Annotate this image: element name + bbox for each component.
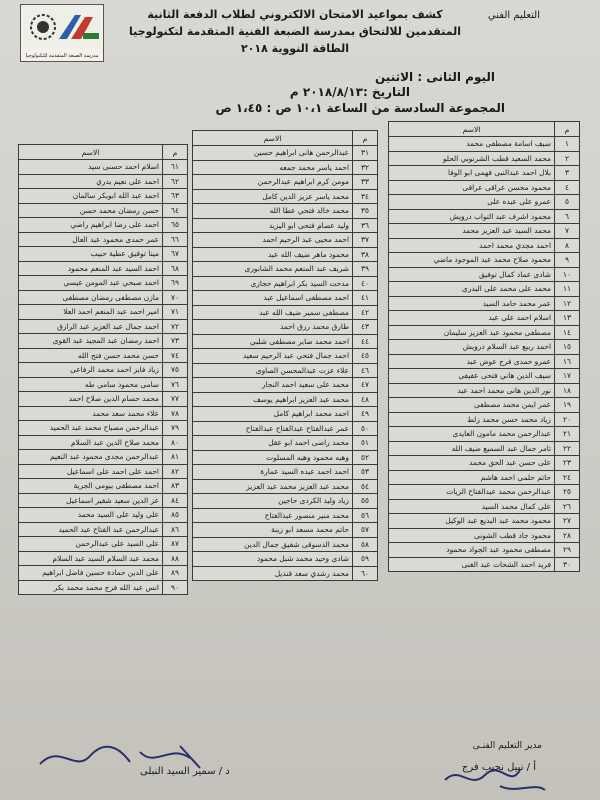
student-name: شادى وحيد محمد شبل محمود xyxy=(193,552,353,567)
student-name: على كمال محمد السيد xyxy=(389,499,555,514)
table-row xyxy=(389,514,580,529)
student-name: محمد خالد فتحي عطا الله xyxy=(193,204,353,219)
table-row xyxy=(389,209,580,224)
student-name: على وليد على السيد محمد xyxy=(19,508,163,523)
row-number: ٧ xyxy=(555,224,580,239)
header-name: الاسم xyxy=(193,131,353,146)
student-name: مدحت السيد بكر ابراهيم حجازى xyxy=(193,276,353,291)
title-line-3: الطاقة النووية ٢٠١٨ xyxy=(240,42,350,55)
row-number: ٢٦ xyxy=(555,499,580,514)
student-name: محمد عبد العزيز ابراهيم يوسف xyxy=(193,392,353,407)
row-number: ٦٤ xyxy=(163,203,188,218)
student-name: على الدين حمادة حسين فاضل ابراهيم xyxy=(19,566,163,581)
row-number: ٣٣ xyxy=(353,175,378,190)
row-number: ٧٩ xyxy=(163,421,188,436)
row-number: ١٣ xyxy=(555,311,580,326)
header-num: م xyxy=(353,131,378,146)
student-name: احمد مصطفى بيومى الجرية xyxy=(19,479,163,494)
student-name: حاتم محمد مسعد ابو زينة xyxy=(193,523,353,538)
table-row xyxy=(389,499,580,514)
row-number: ٤ xyxy=(555,180,580,195)
table-row xyxy=(193,378,378,393)
table-row xyxy=(19,160,188,175)
roster-table-2 xyxy=(192,130,378,581)
student-name: عبدالرحمن مجدى محمود عبد النعيم xyxy=(19,450,163,465)
student-name: محمد رشدي سعد قنديل xyxy=(193,566,353,581)
student-name: محمد على محمد على البدرى xyxy=(389,282,555,297)
student-name: اسلام احمد حسنى سيد xyxy=(19,160,163,175)
student-name: علاء محمد سعد محمد xyxy=(19,406,163,421)
student-name: سيف اسامة مصطفى محمد xyxy=(389,137,555,152)
row-number: ٩٠ xyxy=(163,580,188,595)
table-row xyxy=(193,233,378,248)
header-name: الاسم xyxy=(19,145,163,160)
table-row xyxy=(389,528,580,543)
student-name: احمد على نعيم بدري xyxy=(19,174,163,189)
table-row xyxy=(389,354,580,369)
table-row xyxy=(193,247,378,262)
row-number: ٥٦ xyxy=(353,508,378,523)
table-row xyxy=(389,427,580,442)
row-number: ٥٠ xyxy=(353,421,378,436)
table-row xyxy=(19,218,188,233)
student-name: محمد السيد عبد العزيز محمد xyxy=(389,224,555,239)
row-number: ٧٨ xyxy=(163,406,188,421)
row-number: ١٧ xyxy=(555,369,580,384)
table-row xyxy=(389,543,580,558)
student-name: فريد احمد الشحات عبد الغنى xyxy=(389,557,555,572)
row-number: ٨٩ xyxy=(163,566,188,581)
table-row xyxy=(19,348,188,363)
row-number: ٢١ xyxy=(555,427,580,442)
table-row xyxy=(389,383,580,398)
student-name: طارق محمد رزق احمد xyxy=(193,320,353,335)
student-name: محمود اشرف عبد التواب درويش xyxy=(389,209,555,224)
signature-scribble-left xyxy=(30,738,210,778)
student-name: احمد رمضان عبد المجيد عبد القوى xyxy=(19,334,163,349)
table-row xyxy=(193,160,378,175)
table-row xyxy=(389,557,580,572)
table-row xyxy=(193,305,378,320)
row-number: ٦٧ xyxy=(163,247,188,262)
table-row xyxy=(19,247,188,262)
student-name: مازن مصطفى رمضان مصطفى xyxy=(19,290,163,305)
table-row xyxy=(193,421,378,436)
student-name: عمر حمدى محمود عبد العال xyxy=(19,232,163,247)
row-number: ٢٠ xyxy=(555,412,580,427)
student-name: مينا توفيق عطية حبيب xyxy=(19,247,163,262)
student-name: عبدالرحمن عبد الفتاح عبد الحميد xyxy=(19,522,163,537)
row-number: ٣٦ xyxy=(353,218,378,233)
row-number: ٨٣ xyxy=(163,479,188,494)
table-row xyxy=(193,349,378,364)
student-name: عز الدين سعيد شقير اسماعيل xyxy=(19,493,163,508)
student-name: محمود جاد قطب الشونى xyxy=(389,528,555,543)
student-name: زياد وليد الكردى حاجين xyxy=(193,494,353,509)
row-number: ٤٥ xyxy=(353,349,378,364)
row-number: ١٤ xyxy=(555,325,580,340)
row-number: ١٩ xyxy=(555,398,580,413)
row-number: ٦ xyxy=(555,209,580,224)
student-name: زياد فايز احمد محمد الرفاعى xyxy=(19,363,163,378)
student-name: احمد احمد عبده السيد عمارة xyxy=(193,465,353,480)
table-row xyxy=(389,180,580,195)
table-row xyxy=(193,320,378,335)
table-row xyxy=(193,392,378,407)
student-name: احمد السيد عبد المنعم محمود xyxy=(19,261,163,276)
table-row xyxy=(19,334,188,349)
title-line-1: كشف بمواعيد الامتحان الالكتروني لطلاب الدفعة الثانية xyxy=(147,8,443,21)
table-row xyxy=(389,195,580,210)
student-name: احمد عبد الله ابوبكر سالمان xyxy=(19,189,163,204)
student-name: علاء عزت عبدالمحسن الصاوى xyxy=(193,363,353,378)
exam-group: المجموعة السادسة من الساعة ١٠،١ ص : ١،٤٥ ص xyxy=(215,101,505,115)
student-name: سيف الدين هاني فتحى عفيفى xyxy=(389,369,555,384)
row-number: ٣٩ xyxy=(353,262,378,277)
table-row xyxy=(193,218,378,233)
student-name: احمد محمد صابر مصطفى شلبي xyxy=(193,334,353,349)
header-num: م xyxy=(555,122,580,137)
student-name: احمد مجدي محمد احمد xyxy=(389,238,555,253)
document-title xyxy=(110,6,480,57)
student-name: محمد ياسر عزيز الدين كامل xyxy=(193,189,353,204)
row-number: ٣٢ xyxy=(353,160,378,175)
student-name: زياد محمد حسن محمد زلط xyxy=(389,412,555,427)
table-row xyxy=(193,262,378,277)
table-row xyxy=(19,464,188,479)
student-name: احمد مصطفى اسماعيل عبد xyxy=(193,291,353,306)
student-name: محمد على سعيد احمد النجار xyxy=(193,378,353,393)
row-number: ٣٥ xyxy=(353,204,378,219)
row-number: ٤٠ xyxy=(353,276,378,291)
school-logo xyxy=(20,4,104,62)
student-name: مصطفى محمود عبد الجواد محمود xyxy=(389,543,555,558)
student-name: وليد عصام فتحى ابو اليزيد xyxy=(193,218,353,233)
row-number: ٢٩ xyxy=(555,543,580,558)
table-row xyxy=(19,189,188,204)
student-name: محمود محسن عراقى عراقى xyxy=(389,180,555,195)
student-name: احمد محمد ابراهيم كامل xyxy=(193,407,353,422)
student-name: محمد منير منصور عبدالفتاح xyxy=(193,508,353,523)
table-row xyxy=(193,146,378,161)
student-name: محمد عبد العزيز محمد عبد العزيز xyxy=(193,479,353,494)
student-name: امير احمد عبد المنعم احمد العلا xyxy=(19,305,163,320)
row-number: ٢٢ xyxy=(555,441,580,456)
table-row xyxy=(19,522,188,537)
table-row xyxy=(389,137,580,152)
table-row xyxy=(389,398,580,413)
row-number: ١٥ xyxy=(555,340,580,355)
row-number: ٦٣ xyxy=(163,189,188,204)
row-number: ٤٨ xyxy=(353,392,378,407)
row-number: ٨١ xyxy=(163,450,188,465)
row-number: ٨٦ xyxy=(163,522,188,537)
student-name: احمد ياسر محمد جمعه xyxy=(193,160,353,175)
table-row xyxy=(389,412,580,427)
student-name: محمد صلاح الدين عبد السلام xyxy=(19,435,163,450)
student-name: عمرو حمدى فرج عوض عبد xyxy=(389,354,555,369)
row-number: ٢٤ xyxy=(555,470,580,485)
table-row xyxy=(19,319,188,334)
table-row xyxy=(389,325,580,340)
table-row xyxy=(19,276,188,291)
row-number: ٦٢ xyxy=(163,174,188,189)
row-number: ٥٢ xyxy=(353,450,378,465)
row-number: ٥٧ xyxy=(353,523,378,538)
row-number: ٥١ xyxy=(353,436,378,451)
student-name: محمود صلاح محمد عبد الموجود ماضي xyxy=(389,253,555,268)
row-number: ٤٦ xyxy=(353,363,378,378)
table-row xyxy=(389,151,580,166)
table-row xyxy=(389,224,580,239)
student-name: عبدالرحمن محمد مامون العايدى xyxy=(389,427,555,442)
row-number: ٨٠ xyxy=(163,435,188,450)
row-number: ٥٥ xyxy=(353,494,378,509)
table-row xyxy=(19,537,188,552)
row-number: ٧٠ xyxy=(163,290,188,305)
row-number: ١٨ xyxy=(555,383,580,398)
row-number: ٤٢ xyxy=(353,305,378,320)
student-name: عمرو على عبده على xyxy=(389,195,555,210)
exam-day: اليوم الثانى : الاثنين xyxy=(375,70,495,84)
student-name: احمد على احمد على اسماعيل xyxy=(19,464,163,479)
table-row xyxy=(19,493,188,508)
student-name: وهبه محمود وهبه المسلوت xyxy=(193,450,353,465)
table-row xyxy=(389,441,580,456)
student-name: مصطفى محمود عبد العزيز سليمان xyxy=(389,325,555,340)
row-number: ٨٥ xyxy=(163,508,188,523)
exam-date: التاريخ :٢٠١٨/٨/١٣ م xyxy=(289,85,410,99)
table-row xyxy=(389,340,580,355)
row-number: ٦١ xyxy=(163,160,188,175)
table-row xyxy=(19,203,188,218)
table-row xyxy=(389,253,580,268)
student-name: عمر ايمن محمد مصطفى xyxy=(389,398,555,413)
row-number: ٤١ xyxy=(353,291,378,306)
row-number: ١ xyxy=(555,137,580,152)
table-row xyxy=(19,551,188,566)
table-row xyxy=(19,290,188,305)
student-name: نور الدين هانى محمد احمد عبد xyxy=(389,383,555,398)
student-name: محمد عبد السلام السيد عبد السلام xyxy=(19,551,163,566)
table-row xyxy=(193,508,378,523)
table-row xyxy=(389,238,580,253)
table-row xyxy=(193,189,378,204)
table-row xyxy=(389,485,580,500)
signature-scribble-right xyxy=(440,760,550,796)
row-number: ٤٣ xyxy=(353,320,378,335)
student-name: شريف عبد المنعم محمد الشابورى xyxy=(193,262,353,277)
table-row xyxy=(389,282,580,297)
table-row xyxy=(389,166,580,181)
row-number: ٨٨ xyxy=(163,551,188,566)
table-row xyxy=(193,523,378,538)
row-number: ٣ xyxy=(555,166,580,181)
table-row xyxy=(193,407,378,422)
table-row xyxy=(193,334,378,349)
student-name: احمد صبحي عبد المومن عيسي xyxy=(19,276,163,291)
row-number: ٤٩ xyxy=(353,407,378,422)
corner-label: التعليم الفني xyxy=(487,10,540,21)
table-row xyxy=(389,311,580,326)
student-name: احمد ربيع عبد السلام درويش xyxy=(389,340,555,355)
table-row xyxy=(19,450,188,465)
row-number: ٦٨ xyxy=(163,261,188,276)
student-name: سامى محمود سامي طه xyxy=(19,377,163,392)
row-number: ٣٧ xyxy=(353,233,378,248)
table-row xyxy=(19,232,188,247)
row-number: ٥ xyxy=(555,195,580,210)
logo-emblem-icon xyxy=(23,7,101,47)
header-num: م xyxy=(163,145,188,160)
student-name: محمد حسام الدين صلاح احمد xyxy=(19,392,163,407)
table-row xyxy=(19,174,188,189)
row-number: ٧٢ xyxy=(163,319,188,334)
student-name: شادى عماد كمال توفيق xyxy=(389,267,555,282)
student-name: على حسن عبد الحق محمد xyxy=(389,456,555,471)
table-row xyxy=(389,456,580,471)
row-number: ٢٨ xyxy=(555,528,580,543)
row-number: ٢٧ xyxy=(555,514,580,529)
row-number: ٧٧ xyxy=(163,392,188,407)
table-row xyxy=(193,291,378,306)
table-row xyxy=(193,436,378,451)
table-row xyxy=(193,363,378,378)
row-number: ٣١ xyxy=(353,146,378,161)
table-row xyxy=(193,552,378,567)
row-number: ٧٣ xyxy=(163,334,188,349)
table-row xyxy=(19,479,188,494)
row-number: ٨٤ xyxy=(163,493,188,508)
student-name: احمد جمال فتحي عبد الرحيم سعيد xyxy=(193,349,353,364)
student-name: حاتم حلمى احمد هاشم xyxy=(389,470,555,485)
row-number: ٩ xyxy=(555,253,580,268)
student-name: حسن محمد حسن فتح الله xyxy=(19,348,163,363)
table-row xyxy=(193,276,378,291)
row-number: ٤٤ xyxy=(353,334,378,349)
table-row xyxy=(19,580,188,595)
table-row xyxy=(19,377,188,392)
student-name: مومن كرم ابراهيم عبدالرحمن xyxy=(193,175,353,190)
row-number: ٧٥ xyxy=(163,363,188,378)
student-name: عبدالرحمن مصباح محمد عبد الحميد xyxy=(19,421,163,436)
row-number: ٨ xyxy=(555,238,580,253)
row-number: ٥٩ xyxy=(353,552,378,567)
roster-table-3 xyxy=(18,144,188,595)
student-name: تامر جمال عبد السميع ضيف الله xyxy=(389,441,555,456)
table-row xyxy=(19,421,188,436)
table-row xyxy=(193,566,378,581)
student-name: بلال احمد عبدالنبى فهمى ابو الوفا xyxy=(389,166,555,181)
table-row xyxy=(389,470,580,485)
row-number: ٧٦ xyxy=(163,377,188,392)
student-name: مصطفى سمير ضيف الله عبد xyxy=(193,305,353,320)
student-name: احمد على رضا ابراهيم راضي xyxy=(19,218,163,233)
row-number: ٣٠ xyxy=(555,557,580,572)
row-number: ٦٠ xyxy=(353,566,378,581)
signature-title-right: مدير التعليم الفنـى xyxy=(472,741,542,751)
table-row xyxy=(389,267,580,282)
table-row xyxy=(19,305,188,320)
student-name: محمد الدسوقى شفيق جمال الدين xyxy=(193,537,353,552)
table-row xyxy=(389,296,580,311)
student-name: انس عبد الله فرج محمد محمد بكر xyxy=(19,580,163,595)
table-row xyxy=(193,204,378,219)
row-number: ٤٧ xyxy=(353,378,378,393)
student-name: احمد جمال عبد العزيز عبد الرازق xyxy=(19,319,163,334)
table-row xyxy=(19,406,188,421)
row-number: ٦٩ xyxy=(163,276,188,291)
row-number: ٥٣ xyxy=(353,465,378,480)
signature-name-left: د / سمير السيد النبلى xyxy=(140,766,230,777)
table-row xyxy=(193,479,378,494)
table-row xyxy=(19,363,188,378)
row-number: ٣٨ xyxy=(353,247,378,262)
row-number: ٥٤ xyxy=(353,479,378,494)
student-name: اسلام احمد على عبد xyxy=(389,311,555,326)
student-name: حسن رمضان محمد حسن xyxy=(19,203,163,218)
row-number: ٦٦ xyxy=(163,232,188,247)
row-number: ٧١ xyxy=(163,305,188,320)
student-name: محمود ماهر ضيف الله عبد xyxy=(193,247,353,262)
student-name: على السيد على عبدالرحمن xyxy=(19,537,163,552)
student-name: عمر محمد حامد السيد xyxy=(389,296,555,311)
student-name: محمد راضى احمد ابو عقل xyxy=(193,436,353,451)
table-row xyxy=(389,369,580,384)
row-number: ٢٥ xyxy=(555,485,580,500)
row-number: ١٢ xyxy=(555,296,580,311)
header-name: الاسم xyxy=(389,122,555,137)
row-number: ٢٣ xyxy=(555,456,580,471)
row-number: ٢ xyxy=(555,151,580,166)
title-line-2: المتقدمين للالتحاق بمدرسة الضبعة الفنية المتقدمة لتكنولوجيا xyxy=(129,25,461,38)
table-row xyxy=(193,537,378,552)
table-row xyxy=(193,465,378,480)
table-row xyxy=(193,175,378,190)
student-name: محمود محمد عبد البديع عبد الوكيل xyxy=(389,514,555,529)
table-row xyxy=(19,435,188,450)
student-name: عمر عبدالفتاح عبدالفتاح عبدالفتاح xyxy=(193,421,353,436)
table-row xyxy=(19,566,188,581)
student-name: عبدالرحمن محمد عبدالفتاح الزيات xyxy=(389,485,555,500)
row-number: ١٦ xyxy=(555,354,580,369)
student-name: عبدالرحمن هانى ابراهيم حسين xyxy=(193,146,353,161)
row-number: ١١ xyxy=(555,282,580,297)
row-number: ٦٥ xyxy=(163,218,188,233)
signature-name-right: أ / نبيل نجيب فرج xyxy=(461,762,536,773)
table-row xyxy=(19,261,188,276)
student-name: محمد السعيد قطب الشرنوبي الحلو xyxy=(389,151,555,166)
row-number: ٨٢ xyxy=(163,464,188,479)
roster-table-1 xyxy=(388,121,580,572)
table-row xyxy=(19,508,188,523)
row-number: ١٠ xyxy=(555,267,580,282)
table-row xyxy=(193,450,378,465)
row-number: ٥٨ xyxy=(353,537,378,552)
row-number: ٨٧ xyxy=(163,537,188,552)
student-name: احمد محيى عبد الرحيم احمد xyxy=(193,233,353,248)
row-number: ٣٤ xyxy=(353,189,378,204)
logo-caption: مدرسة الضبعة المتقدمة للتكنولوجيا xyxy=(25,53,99,59)
table-row xyxy=(19,392,188,407)
table-row xyxy=(193,494,378,509)
row-number: ٧٤ xyxy=(163,348,188,363)
